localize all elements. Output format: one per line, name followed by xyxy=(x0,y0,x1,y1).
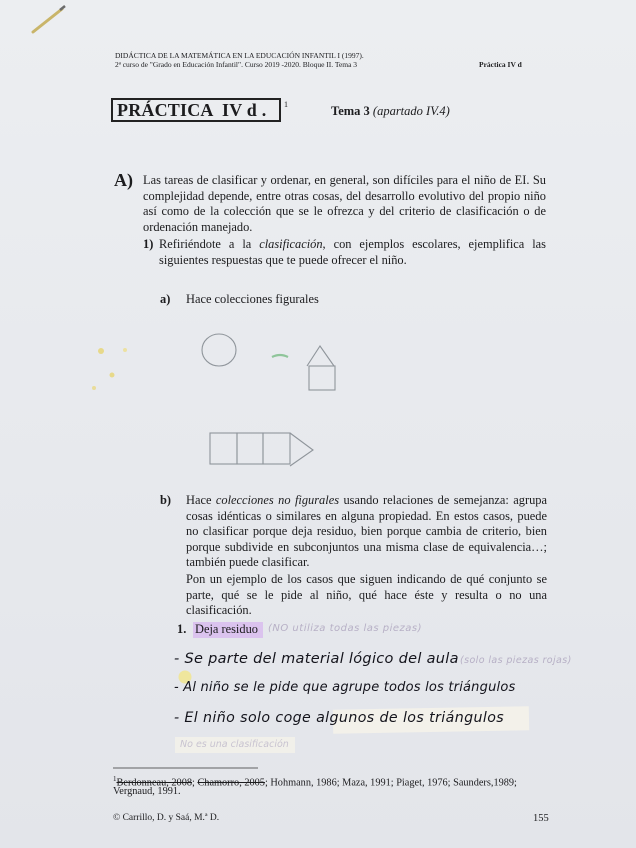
footnote-line-2: Vergnaud, 1991. xyxy=(113,786,181,797)
footnote-strike-2: Chamorro, 2005 xyxy=(197,777,265,789)
page-number: 155 xyxy=(533,813,549,824)
sub-b-text-end: usando relaciones de semejanza: agrupa cosas idénticas o similares en alguna propiedad. En estos casos, puede no clasificar porque deja residuo, bien porque cambia de criterio, bien porque subdivide en subconjuntos una misma clase de equivalencia…; también puede clasificar. xyxy=(186,493,547,570)
item-1-text xyxy=(159,237,546,268)
header-line-1: DIDÁCTICA DE LA MATEMÁTICA EN LA EDUCACIÓN INFANTIL I (1997). xyxy=(115,51,364,60)
case-1-label: Deja residuo xyxy=(195,622,258,636)
sub-b-paragraph-2: Pon un ejemplo de los casos que siguen indicando de qué conjunto se parte, qué se le pide al niño, qué hace éste y resulta o no una clasificación. xyxy=(186,572,547,618)
footnote-strike-1: Berdonneau, 2008 xyxy=(116,777,192,789)
sub-a-label: a) xyxy=(160,292,171,306)
title-box xyxy=(111,98,281,122)
footnote-references: ; Hohmann, 1986; Maza, 1991; Piaget, 1976; Saunders,1989; xyxy=(264,777,517,789)
footnote-ref: 1 xyxy=(284,100,288,109)
stain-mark xyxy=(110,373,115,378)
tema-bold: Tema 3 xyxy=(331,104,370,118)
sub-b-text-start: Hace xyxy=(186,493,216,507)
practice-title: PRÁCTICA IV d . xyxy=(117,100,267,120)
case-1-faint-note: (NO utiliza todas las piezas) xyxy=(268,623,423,634)
footnote-marker: 1 xyxy=(113,775,117,783)
pencil-icon xyxy=(33,6,65,32)
sub-b-italic: colecciones no figurales xyxy=(215,493,340,507)
circle-drawing xyxy=(202,334,236,366)
tema-italic: (apartado IV.4) xyxy=(372,104,450,118)
stain-mark xyxy=(92,386,96,390)
handwritten-line-4-faint: No es una clasificación xyxy=(180,739,289,750)
item-1-text-end: , con ejemplos escolares, ejemplifica las siguientes respuestas que te puede ofrecer el niño. xyxy=(159,237,546,267)
handwritten-line-1: - Se parte del material lógico del aula xyxy=(174,651,459,667)
stain-mark xyxy=(98,348,104,354)
section-a-text: Las tareas de clasificar y ordenar, en general, son difíciles para el niño de EI. Su complejidad depende, entre otras cosas, del desarrollo evolutivo del propio niño así como de la colección que se le ofrezca y del criterio de clasificación o de ordenación manejado. xyxy=(143,173,546,234)
footnote: $^1$Berdonneau, 2008; Chamorro, 2005; Hohmann, 1986; Maza, 1991; Piaget, 1976; Saunders,1989; xyxy=(113,775,517,789)
section-a-label: A) xyxy=(114,170,133,190)
green-mark xyxy=(272,355,288,357)
handwritten-line-2: - Al niño se le pide que agrupe todos los triángulos xyxy=(174,680,516,695)
item-1-label: 1) xyxy=(143,237,154,251)
sub-b-label: b) xyxy=(160,493,172,507)
handwritten-line-3: - El niño solo coge algunos de los triángulos xyxy=(174,710,505,726)
train-drawing xyxy=(210,433,313,466)
case-1-number: 1. xyxy=(177,622,187,636)
sub-a-text: Hace colecciones figurales xyxy=(186,292,319,306)
footer-author: © Carrillo, D. y Saá, M.ª D. xyxy=(113,813,220,823)
item-1-italic: clasificación xyxy=(259,237,323,251)
stain-mark xyxy=(123,348,127,352)
header-practice-label: Práctica IV d xyxy=(479,60,522,69)
tema-heading xyxy=(331,104,450,119)
handwritten-line-1-note: (solo las piezas rojas) xyxy=(460,655,572,666)
item-1-text-start: Refiriéndote a la xyxy=(159,237,260,251)
sub-b-text xyxy=(186,493,547,571)
house-drawing xyxy=(307,346,335,390)
header-line-2: 2ª curso de "Grado en Educación Infantil". Curso 2019 -2020. Bloque II. Tema 3 xyxy=(115,60,358,69)
